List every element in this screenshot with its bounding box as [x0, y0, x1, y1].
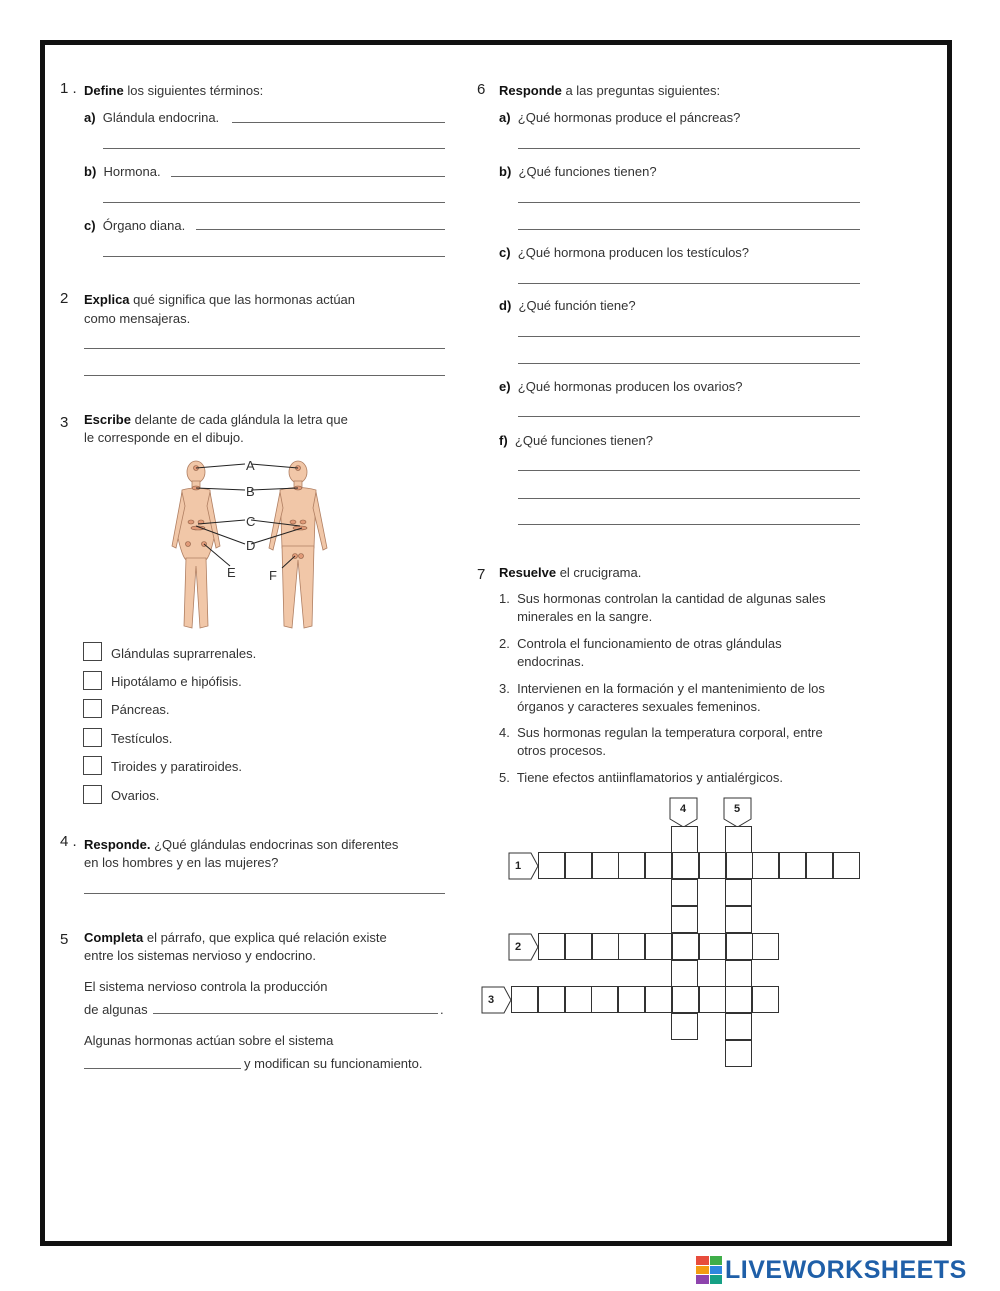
crossword-cell-5-5[interactable] — [725, 1013, 752, 1040]
q2-answer-line-2[interactable] — [84, 375, 445, 376]
crossword-tag-3 — [481, 986, 513, 1014]
q5-blank-2[interactable] — [84, 1068, 241, 1069]
q6a-answer-line[interactable] — [518, 148, 860, 149]
q1-rest: los siguientes términos: — [123, 83, 264, 98]
q2-prompt-line2: como mensajeras. — [84, 311, 191, 326]
crossword-tag-2 — [508, 933, 540, 961]
q5-p1-line2: de algunas — [84, 1002, 148, 1017]
crossword-cell-4-3[interactable] — [671, 906, 698, 933]
crossword-cell-5-3[interactable] — [725, 906, 752, 933]
option-hipotalamo: Hipotálamo e hipófisis. — [111, 674, 242, 689]
q5-number: 5 — [60, 931, 69, 948]
crossword-cell-4-5[interactable] — [671, 1013, 698, 1040]
q5-p2-end: y modifican su funcionamiento. — [244, 1056, 423, 1071]
q1-prompt — [84, 82, 263, 100]
crossword-tag-2-label: 2 — [515, 941, 522, 953]
crossword-cell-3-2[interactable] — [538, 986, 565, 1013]
q6b-answer-line[interactable] — [518, 202, 860, 203]
q1-number: 1 . — [60, 80, 77, 97]
q6d-answer-line-2[interactable] — [518, 363, 860, 364]
q1c-answer-line-2[interactable] — [103, 256, 445, 257]
q2-number: 2 — [60, 290, 69, 307]
crossword-cell-5-1[interactable] — [725, 826, 752, 853]
figure-label-c: C — [246, 514, 256, 529]
clue-5: 5. Tiene efectos antiinflamatorios y antialérgicos. — [499, 770, 783, 785]
crossword-cell-1-8[interactable] — [726, 852, 753, 879]
crossword-cell-5-2[interactable] — [725, 879, 752, 906]
crossword-cell-5-4[interactable] — [725, 960, 752, 987]
q4-prompt-line2: en los hombres y en las mujeres? — [84, 855, 279, 870]
q3-prompt-line2: le corresponde en el dibujo. — [84, 430, 244, 445]
clue-3: 3. Intervienen en la formación y el mantenimiento de los órganos y caracteres sexuales femeninos. — [499, 681, 825, 714]
q1-item-a: a) Glándula endocrina. — [84, 110, 220, 125]
q5-p1-end: . — [440, 1002, 444, 1017]
option-pancreas: Páncreas. — [111, 702, 170, 717]
q6f-answer-line[interactable] — [518, 470, 860, 471]
crossword-cell-1-9[interactable] — [752, 852, 779, 879]
crossword-cell-4-1[interactable] — [671, 826, 698, 853]
q6-item-a: a) ¿Qué hormonas produce el páncreas? — [499, 110, 741, 125]
checkbox-tiroides[interactable] — [83, 756, 102, 775]
figure-label-e: E — [227, 565, 236, 580]
q5-prompt-line2: entre los sistemas nervioso y endocrino. — [84, 948, 316, 963]
q1c-answer-line[interactable] — [196, 229, 445, 230]
crossword-cell-3-10[interactable] — [752, 986, 779, 1013]
crossword-tag-1 — [508, 852, 540, 880]
crossword-cell-1-11[interactable] — [806, 852, 833, 879]
crossword-cell-2-4[interactable] — [618, 933, 645, 960]
crossword-cell-1-12[interactable] — [833, 852, 860, 879]
q5-prompt: Completa el párrafo, que explica qué relación existe — [84, 930, 387, 945]
crossword-cell-5-6[interactable] — [725, 1040, 752, 1067]
q6-prompt: Responde a las preguntas siguientes: — [499, 83, 721, 98]
crossword-tag-1-label: 1 — [515, 860, 522, 872]
logo-mark-icon — [696, 1256, 722, 1284]
q1a-answer-line[interactable] — [232, 122, 445, 123]
figure-label-b: B — [246, 484, 255, 499]
q6f-answer-line-3[interactable] — [518, 524, 860, 525]
crossword-cell-2-9[interactable] — [752, 933, 779, 960]
crossword-cell-3-3[interactable] — [565, 986, 592, 1013]
q3-number: 3 — [60, 414, 69, 431]
q6-item-d: d) ¿Qué función tiene? — [499, 298, 636, 313]
q1-verb: Define — [84, 83, 124, 98]
q4-prompt: Responde. ¿Qué glándulas endocrinas son diferentes — [84, 837, 399, 852]
checkbox-ovarios[interactable] — [83, 785, 102, 804]
crossword-cell-4-4[interactable] — [671, 960, 698, 987]
q6-number: 6 — [477, 81, 486, 98]
crossword-cell-1-4[interactable] — [618, 852, 645, 879]
crossword-cell-2-7[interactable] — [699, 933, 726, 960]
q1b-answer-line-2[interactable] — [103, 202, 445, 203]
clue-4: 4. Sus hormonas regulan la temperatura corporal, entre otros procesos. — [499, 725, 823, 758]
crossword-cell-3-7[interactable] — [672, 986, 699, 1013]
q6-item-f: f) ¿Qué funciones tienen? — [499, 433, 653, 448]
q6d-answer-line[interactable] — [518, 336, 860, 337]
q3-prompt: Escribe delante de cada glándula la letra que — [84, 412, 348, 427]
crossword-cell-2-1[interactable] — [538, 933, 565, 960]
q1-item-c: c) Órgano diana. — [84, 218, 186, 233]
q6c-answer-line[interactable] — [518, 283, 860, 284]
crossword-cell-1-10[interactable] — [779, 852, 806, 879]
liveworksheets-logo — [696, 1252, 967, 1288]
crossword-cell-1-6[interactable] — [672, 852, 699, 879]
clue-1: 1. Sus hormonas controlan la cantidad de algunas sales minerales en la sangre. — [499, 591, 826, 624]
crossword-cell-2-3[interactable] — [592, 933, 619, 960]
checkbox-suprarrenales[interactable] — [83, 642, 102, 661]
q6b-answer-line-2[interactable] — [518, 229, 860, 230]
crossword-cell-3-5[interactable] — [618, 986, 645, 1013]
checkbox-testiculos[interactable] — [83, 728, 102, 747]
q5-blank-1[interactable] — [153, 1013, 438, 1014]
crossword-tag-4-label: 4 — [680, 803, 687, 815]
q5-p1-line1: El sistema nervioso controla la producción — [84, 979, 328, 994]
q1a-answer-line-2[interactable] — [103, 148, 445, 149]
clue-2: 2. Controla el funcionamiento de otras glándulas endocrinas. — [499, 636, 782, 669]
option-ovarios: Ovarios. — [111, 788, 160, 803]
option-tiroides: Tiroides y paratiroides. — [111, 759, 243, 774]
q6f-answer-line-2[interactable] — [518, 498, 860, 499]
figure-label-f: F — [269, 568, 277, 583]
crossword-cell-2-6[interactable] — [672, 933, 699, 960]
q6e-answer-line[interactable] — [518, 416, 860, 417]
crossword-tag-5-label: 5 — [734, 803, 741, 815]
option-suprarrenales: Glándulas suprarrenales. — [111, 646, 257, 661]
q2-answer-line[interactable] — [84, 348, 445, 349]
brand-name: LIVEWORKSHEETS — [725, 1255, 967, 1284]
crossword-cell-1-7[interactable] — [699, 852, 726, 879]
crossword-cell-3-9[interactable] — [725, 986, 752, 1013]
q1-item-b: b) Hormona. — [84, 164, 161, 179]
figure-label-d: D — [246, 538, 256, 553]
crossword-cell-2-8[interactable] — [726, 933, 753, 960]
crossword-cell-1-5[interactable] — [645, 852, 672, 879]
figure-label-a: A — [246, 458, 255, 473]
q6-item-e: e) ¿Qué hormonas producen los ovarios? — [499, 379, 743, 394]
crossword-cell-3-4[interactable] — [591, 986, 618, 1013]
crossword-cell-3-6[interactable] — [645, 986, 672, 1013]
option-testiculos: Testículos. — [111, 731, 173, 746]
q7-number: 7 — [477, 566, 486, 583]
crossword-cell-4-2[interactable] — [671, 879, 698, 906]
checkbox-pancreas[interactable] — [83, 699, 102, 718]
q4-answer-line[interactable] — [84, 893, 445, 894]
q4-number: 4 . — [60, 833, 77, 850]
crossword-cell-2-2[interactable] — [565, 933, 592, 960]
q6-item-b: b) ¿Qué funciones tienen? — [499, 164, 657, 179]
q7-prompt: Resuelve el crucigrama. — [499, 565, 642, 580]
q6-item-c: c) ¿Qué hormona producen los testículos? — [499, 245, 750, 260]
checkbox-hipotalamo[interactable] — [83, 671, 102, 690]
q2-prompt: Explica qué significa que las hormonas actúan — [84, 292, 356, 307]
q1b-answer-line[interactable] — [171, 176, 445, 177]
crossword-cell-1-3[interactable] — [592, 852, 619, 879]
crossword-cell-1-1[interactable] — [538, 852, 565, 879]
crossword-cell-3-8[interactable] — [699, 986, 726, 1013]
crossword-cell-3-1[interactable] — [511, 986, 538, 1013]
crossword-tag-3-label: 3 — [488, 994, 495, 1006]
q5-p2-line1: Algunas hormonas actúan sobre el sistema — [84, 1033, 334, 1048]
crossword-cell-2-5[interactable] — [645, 933, 672, 960]
crossword-cell-1-2[interactable] — [565, 852, 592, 879]
